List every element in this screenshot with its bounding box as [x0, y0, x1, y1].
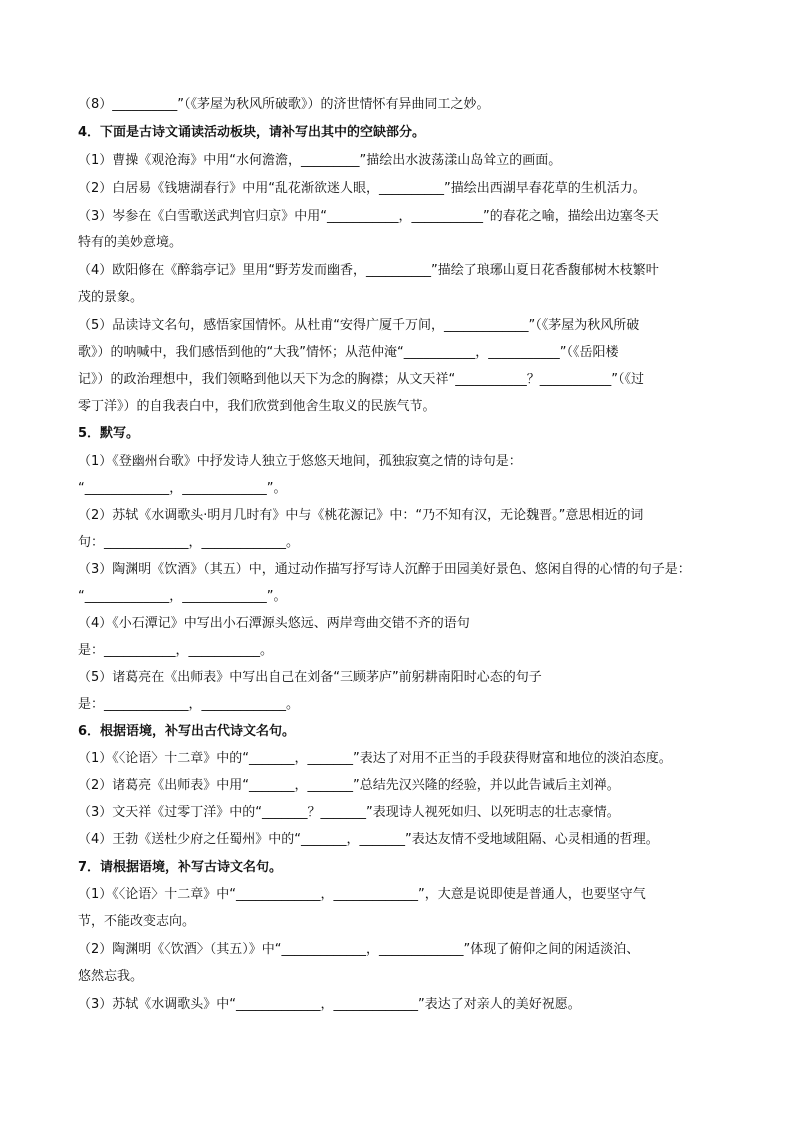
text-line: （2）白居易《钱塘湖春行》中用“乱花渐欲迷人眼，__________”描绘出西湖早春花草的生机活力。: [78, 181, 646, 196]
text-line: （1）曹操《观沧海》中用“水何澹澹，_________”描绘出水波荡漾山岛耸立的画面。: [78, 153, 562, 168]
text-line: “_____________，_____________”。: [78, 481, 287, 496]
text-line: （2）陶渊明《〈饮酒〉（其五）》中“_____________，_____________”体现了俯仰之间的闲适淡泊、: [78, 942, 640, 957]
text-line: （5）品读诗文名句，感悟家国情怀。从杜甫“安得广厦千万间，_____________”（《茅屋为秋风所破: [78, 318, 640, 333]
section-heading-7: 7．请根据语境，补写古诗文名句。: [78, 860, 283, 875]
text-line: （3）陶渊明《饮酒》（其五）中，通过动作描写抒写诗人沉醉于田园美好景色、悠闲自得的心情的句子是：: [78, 562, 691, 577]
text-line: （3）苏轼《水调歌头》中“_____________，_____________”表达了对亲人的美好祝愿。: [78, 997, 581, 1012]
text-line: “_____________，_____________”。: [78, 589, 287, 604]
section-heading-4: 4．下面是古诗文诵读活动板块，请补写出其中的空缺部分。: [78, 125, 426, 140]
text-line: （1）《登幽州台歌》中抒发诗人独立于悠悠天地间，孤独寂寞之情的诗句是：: [78, 454, 522, 469]
text-line: （1）《〈论语〉十二章》中的“_______，_______”表达了对用不正当的手段获得财富和地位的淡泊态度。: [78, 751, 672, 766]
text-line: （3）岑参在《白雪歌送武判官归京》中用“___________，___________”的春花之喻，描绘出边塞冬天: [78, 209, 659, 224]
text-line: （2）诸葛亮《出师表》中用“_______，_______”总结先汉兴隆的经验，并以此告诫后主刘禅。: [78, 778, 620, 793]
text-line: （4）王勃《送杜少府之任蜀州》中的“_______，_______”表达友情不受地域阻隔、心灵相通的哲理。: [78, 832, 659, 847]
text-line: （4）欧阳修在《醉翁亭记》里用“野芳发而幽香，__________”描绘了琅琊山夏日花香馥郁树木枝繁叶: [78, 263, 659, 278]
text-line: 记》）的政治理想中，我们领略到他以天下为念的胸襟；从文天祥“___________？___________”（《过: [78, 372, 644, 387]
text-line: 特有的美妙意境。: [78, 235, 183, 250]
text-line: 茂的景象。: [78, 290, 144, 305]
text-line: 是：_____________，_____________。: [78, 697, 300, 712]
text-line: 零丁洋》）的自我表白中，我们欣赏到他舍生取义的民族气节。: [78, 399, 436, 414]
text-line: （1）《〈论语〉十二章》中“_____________，_____________”，大意是说即使是普通人，也要坚守气: [78, 887, 646, 902]
text-line: （2）苏轼《水调歌头·明月几时有》中与《桃花源记》中：“乃不知有汉，无论魏晋。”意思相近的词: [78, 508, 644, 523]
text-line: 节，不能改变志向。: [78, 914, 196, 929]
text-line: 歌》）的呐喊中，我们感悟到他的“大我”情怀；从范仲淹“___________，___________”（《岳阳楼: [78, 345, 619, 360]
text-line: 是：___________，___________。: [78, 643, 274, 658]
text-line: （3）文天祥《过零丁洋》中的“_______？_______”表现诗人视死如归、以死明志的壮志豪情。: [78, 805, 620, 820]
text-line: （8）__________”（《茅屋为秋风所破歌》）的济世情怀有异曲同工之妙。: [78, 97, 490, 112]
text-line: （5）诸葛亮在《出师表》中写出自己在刘备“三顾茅庐”前躬耕南阳时心态的句子: [78, 670, 542, 685]
text-line: 悠然忘我。: [78, 969, 144, 984]
text-line: （4）《小石潭记》中写出小石潭源头悠远、两岸弯曲交错不齐的语句: [78, 616, 470, 631]
section-heading-6: 6．根据语境，补写出古代诗文名句。: [78, 724, 296, 739]
section-heading-5: 5．默写。: [78, 426, 140, 441]
text-line: 句：_____________，_____________。: [78, 535, 300, 550]
